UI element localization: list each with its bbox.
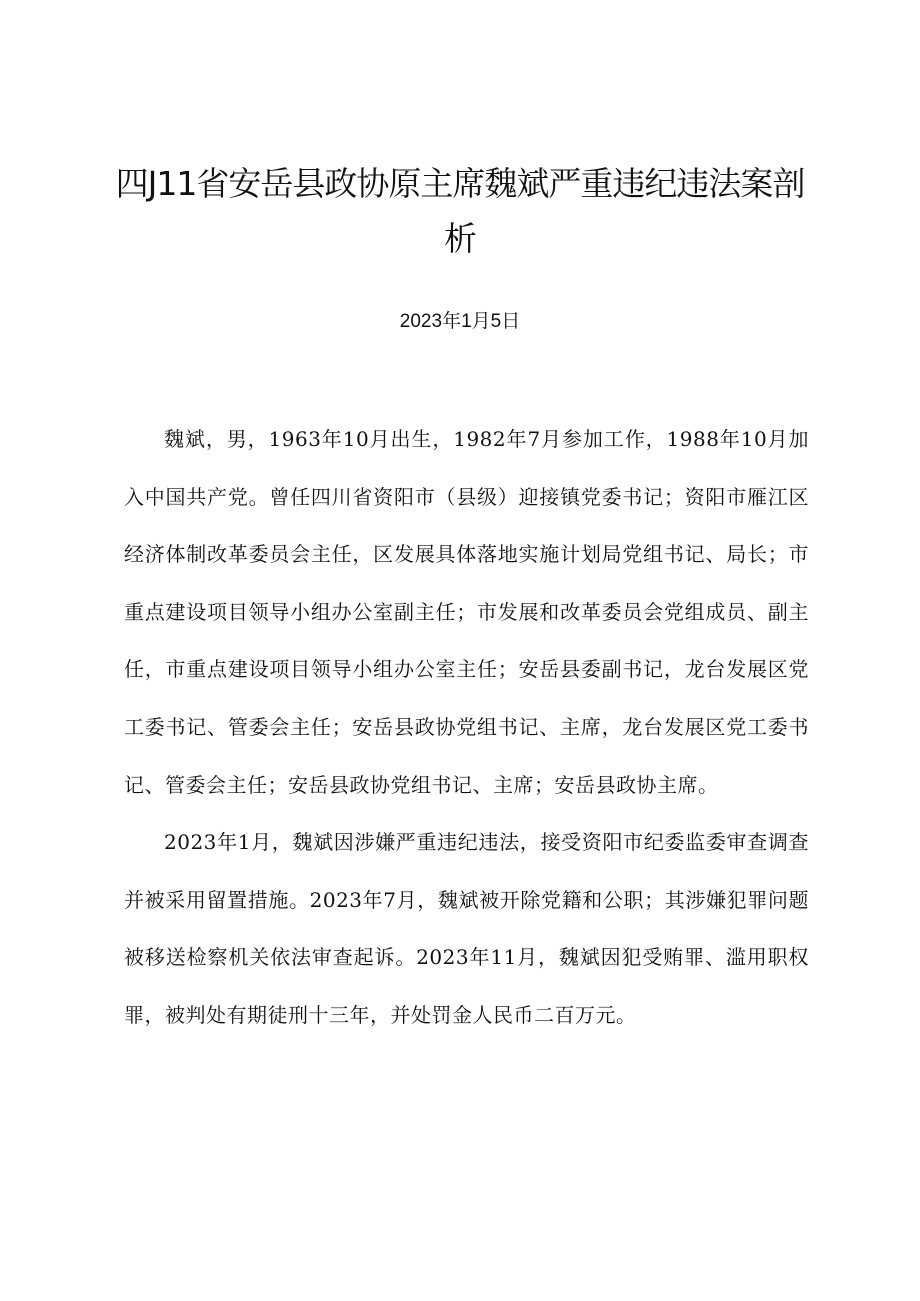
document-date: 2023年1月5日 — [399, 311, 521, 332]
document-title: 四J11省安岳县政协原主席魏斌严重违纪违法案剖析 — [115, 164, 805, 258]
document-body — [124, 411, 809, 1045]
paragraph-biography: 魏斌，男，1963年10月出生，1982年7月参加工作，1988年10月加入中国共产党。曾任四川省资阳市（县级）迎接镇党委书记；资阳市雁江区经济体制改革委员会主任，区发展具体落地实施计划局党组书记、局长；市重点建设项目领导小组办公室副主任；市发展和改革委员会党组成员、副主任，市重点建设项目领导小组办公室主任；安岳县委副书记，龙台发展区党工委书记、管委会主任；安岳县政协党组书记、主席，龙台发展区党工委书记、管委会主任；安岳县政协党组书记、主席；安岳县政协主席。 — [124, 427, 809, 797]
paragraph-investigation: 2023年1月，魏斌因涉嫌严重违纪违法，接受资阳市纪委监委审查调查并被采用留置措施。2023年7月，魏斌被开除党籍和公职；其涉嫌犯罪问题被移送检察机关依法审查起诉。2023年11月，魏斌因犯受贿罪、滥用职权罪，被判处有期徒刑十三年，并处罚金人民币二百万元。 — [124, 830, 809, 1027]
